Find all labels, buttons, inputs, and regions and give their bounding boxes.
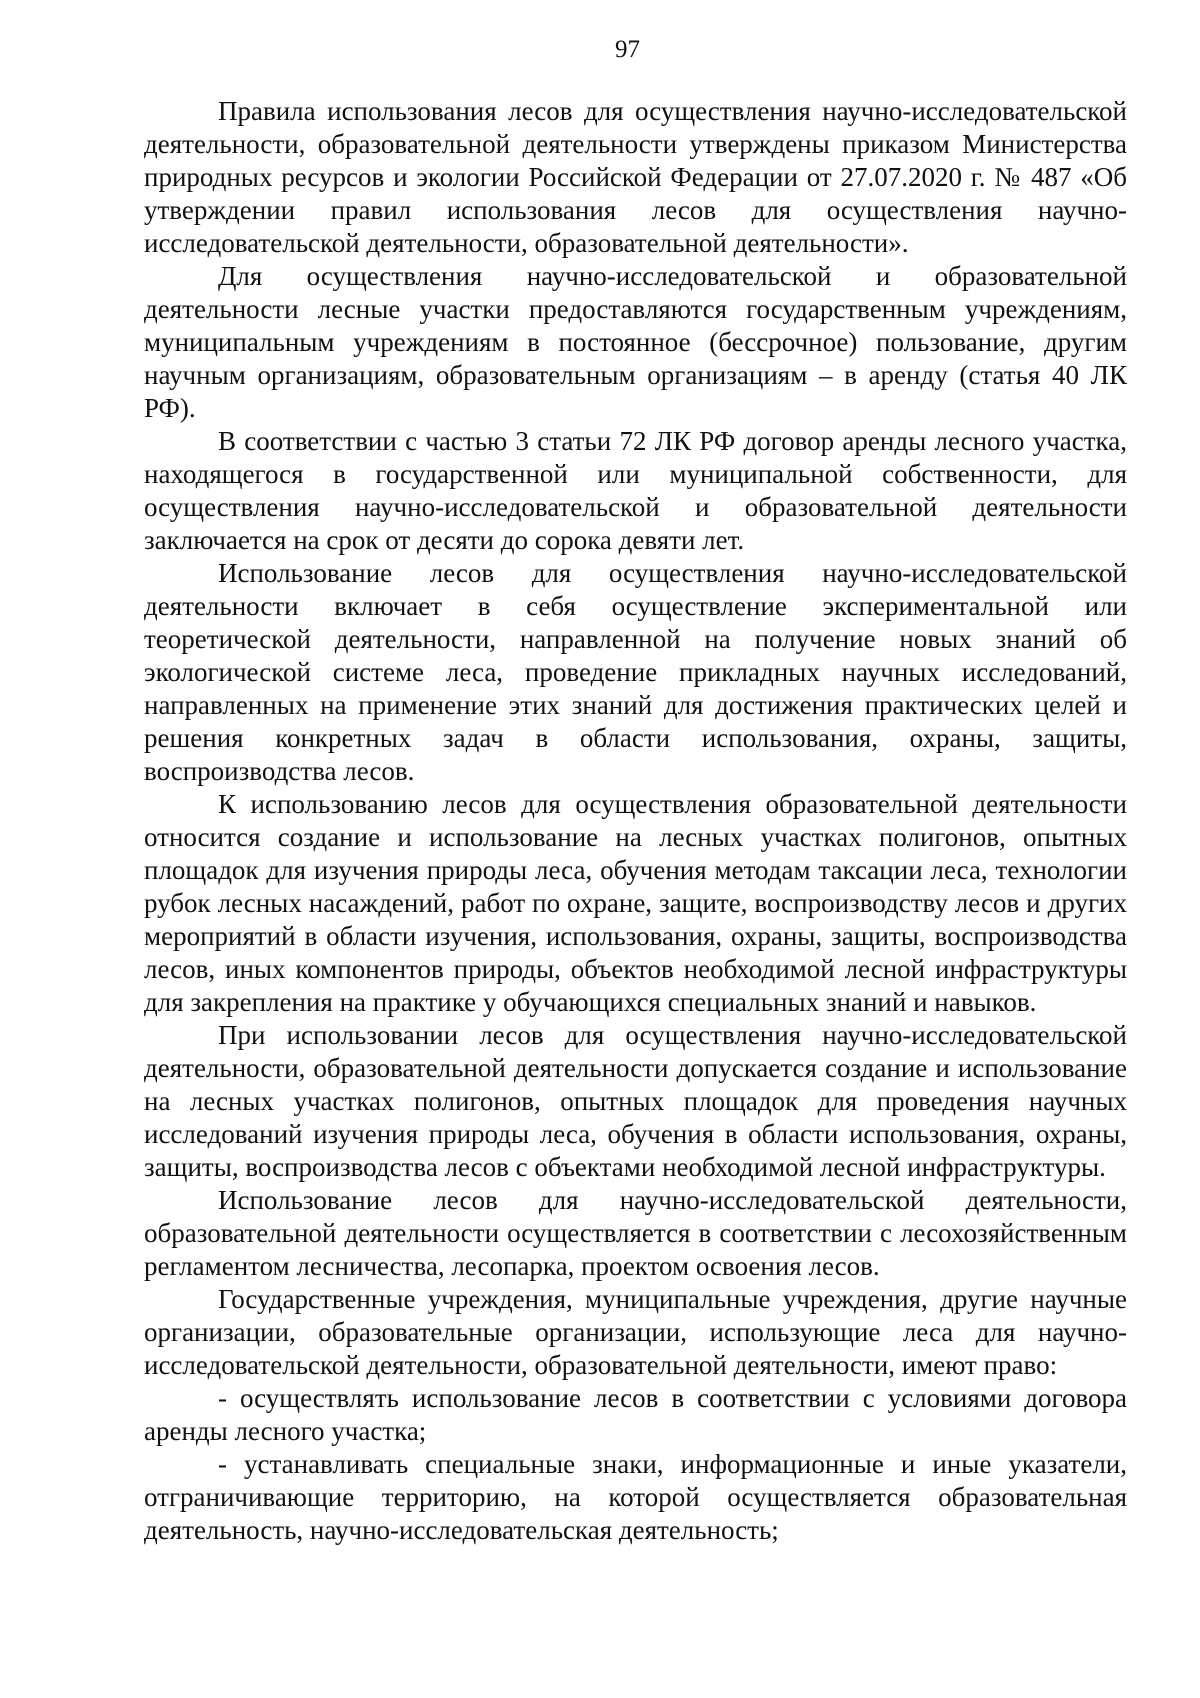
paragraph-infrastructure: При использовании лесов для осуществления научно-исследовательской деятельности, образовательной деятельности допускается создание и использование на лесных участках полигонов, опытных площадок для проведения научных исследований изучения природы леса, обучения в области использования, охраны, защиты, воспроизводства лесов с объектами необходимой лесной инфраструктуры. <box>144 1020 1127 1182</box>
paragraph-rules-reference: Правила использования лесов для осуществления научно-исследовательской деятельности, образовательной деятельности утверждены приказом Министерства природных ресурсов и экологии Российской Федерации от 27.07.2020 г. № 487 «Об утверждении правил использования лесов для осуществления научно-исследовательской деятельности, образовательной деятельности». <box>144 96 1127 258</box>
paragraph-lease-term: В соответствии с частью 3 статьи 72 ЛК РФ договор аренды лесного участка, находящегося в государственной или муниципальной собственности, для осуществления научно-исследовательской и образовательной деятельности заключается на срок от десяти до сорока девяти лет. <box>144 426 1127 555</box>
paragraph-rights-intro: Государственные учреждения, муниципальные учреждения, другие научные организации, образовательные организации, использующие леса для научно-исследовательской деятельности, образовательной деятельности, имеют право: <box>144 1284 1127 1380</box>
paragraph-land-provision: Для осуществления научно-исследовательской и образовательной деятельности лесные участки предоставляются государственным учреждениям, муниципальным учреждениям в постоянное (бессрочное) пользование, другим научным организациям, образовательным организациям – в аренду (статья 40 ЛК РФ). <box>144 261 1127 423</box>
paragraph-research-scope: Использование лесов для осуществления научно-исследовательской деятельности включает в себя осуществление экспериментальной или теоретической деятельности, направленной на получение новых знаний об экологической системе леса, проведение прикладных научных исследований, направленных на применение этих знаний для достижения практических целей и решения конкретных задач в области использования, охраны, защиты, воспроизводства лесов. <box>144 558 1127 786</box>
paragraph-right-signs: - устанавливать специальные знаки, информационные и иные указатели, отграничивающие территорию, на которой осуществляется образовательная деятельность, научно-исследовательская деятельность; <box>144 1449 1127 1545</box>
paragraph-right-use: - осуществлять использование лесов в соответствии с условиями договора аренды лесного участка; <box>144 1383 1127 1446</box>
document-body <box>144 95 1127 1547</box>
page-number: 97 <box>615 36 640 63</box>
paragraph-education-scope: К использованию лесов для осуществления образовательной деятельности относится создание и использование на лесных участках полигонов, опытных площадок для изучения природы леса, обучения методам таксации леса, технологии рубок лесных насаждений, работ по охране, защите, воспроизводству лесов и других мероприятий в области изучения, использования, охраны, защиты, воспроизводства лесов, иных компонентов природы, объектов необходимой лесной инфраструктуры для закрепления на практике у обучающихся специальных знаний и навыков. <box>144 789 1127 1017</box>
paragraph-regulation: Использование лесов для научно-исследовательской деятельности, образовательной деятельности осуществляется в соответствии с лесохозяйственным регламентом лесничества, лесопарка, проектом освоения лесов. <box>144 1185 1127 1281</box>
